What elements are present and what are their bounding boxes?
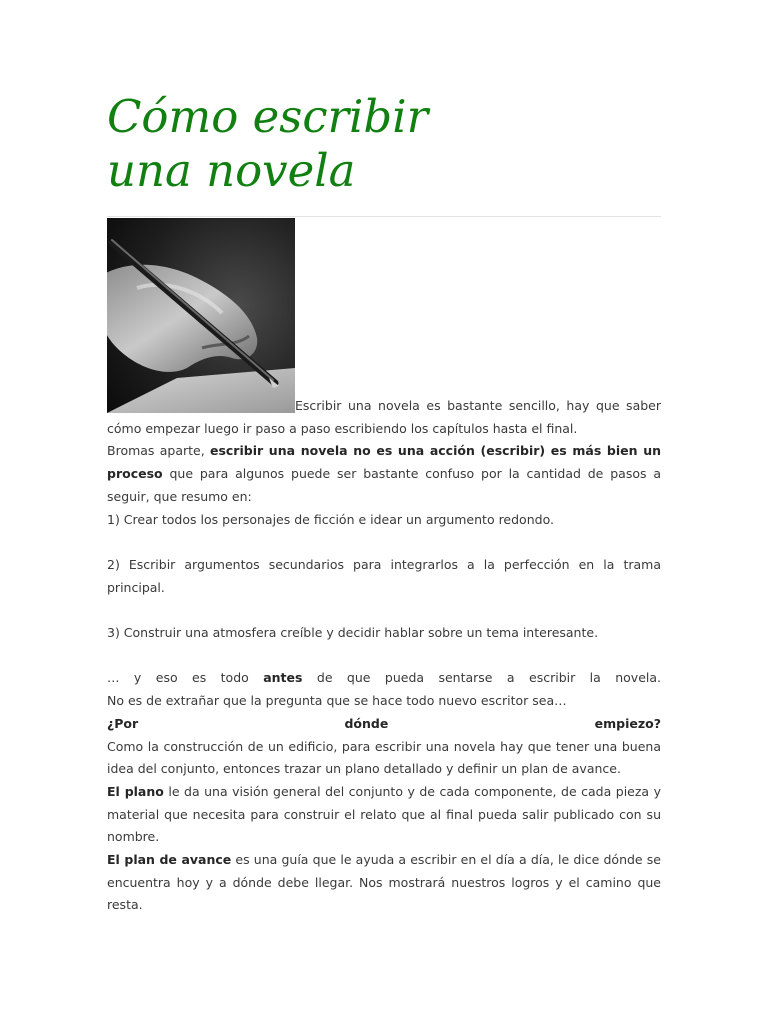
text-run: de que pueda sentarse a escribir la novela.: [302, 670, 661, 686]
spacer: [107, 599, 661, 622]
title-line-2: una novela: [107, 144, 356, 197]
text-run: Bromas aparte,: [107, 443, 210, 459]
text-run: … y eso es todo: [107, 670, 264, 686]
text-run: que para algunos puede ser bastante confuso por la cantidad de pasos a seguir, que resumo en:: [107, 466, 661, 504]
spacer: [107, 645, 661, 668]
list-item-1: 1) Crear todos los personajes de ficción e idear un argumento redondo.: [107, 511, 554, 527]
article: [107, 84, 661, 917]
list-item-2: 2) Escribir argumentos secundarios para integrarlos a la perfección en la trama principal.: [107, 556, 661, 595]
bold-text: ¿Por dónde empiezo?: [107, 715, 661, 731]
paragraph-intro: Escribir una novela es bastante sencillo, hay que saber cómo empezar luego ir paso a paso escribiendo los capítulos hasta el final.: [107, 398, 661, 436]
paragraph-antes: [107, 667, 661, 690]
paragraph-bromas: [107, 440, 661, 508]
paragraph-plan-avance: [107, 849, 661, 917]
bold-text: antes: [263, 670, 303, 686]
paragraph-plano: [107, 781, 661, 849]
question-heading: [107, 713, 661, 736]
text-run: le da una visión general del conjunto y de cada componente, de cada pieza y material que necesita para construir el relato que al final pueda salir publicado con su nombre.: [107, 783, 661, 845]
paragraph-construccion: Como la construcción de un edificio, para escribir una novela hay que tener una buena idea del conjunto, entonces trazar un plano detallado y definir un plan de avance.: [107, 738, 661, 777]
article-body: [107, 217, 661, 917]
bold-text: escribir una novela no es una acción (escribir) es más bien un proceso: [107, 443, 661, 482]
bold-text: El plano: [107, 783, 164, 799]
page-title: [107, 90, 661, 198]
title-line-1: Cómo escribir: [107, 90, 429, 143]
paragraph-pregunta: No es de extrañar que la pregunta que se hace todo nuevo escritor sea…: [107, 693, 567, 709]
list-item-3: 3) Construir una atmosfera creíble y decidir hablar sobre un tema interesante.: [107, 625, 599, 640]
spacer: [107, 531, 661, 554]
bold-text: El plan de avance: [107, 852, 232, 868]
text-run: es una guía que le ayuda a escribir en el día a día, le dice dónde se encuentra hoy y a dónde debe llegar. Nos mostrará nuestros logros y el camino que resta.: [107, 852, 661, 913]
hand-writing-with-pen-photo: [107, 218, 295, 413]
